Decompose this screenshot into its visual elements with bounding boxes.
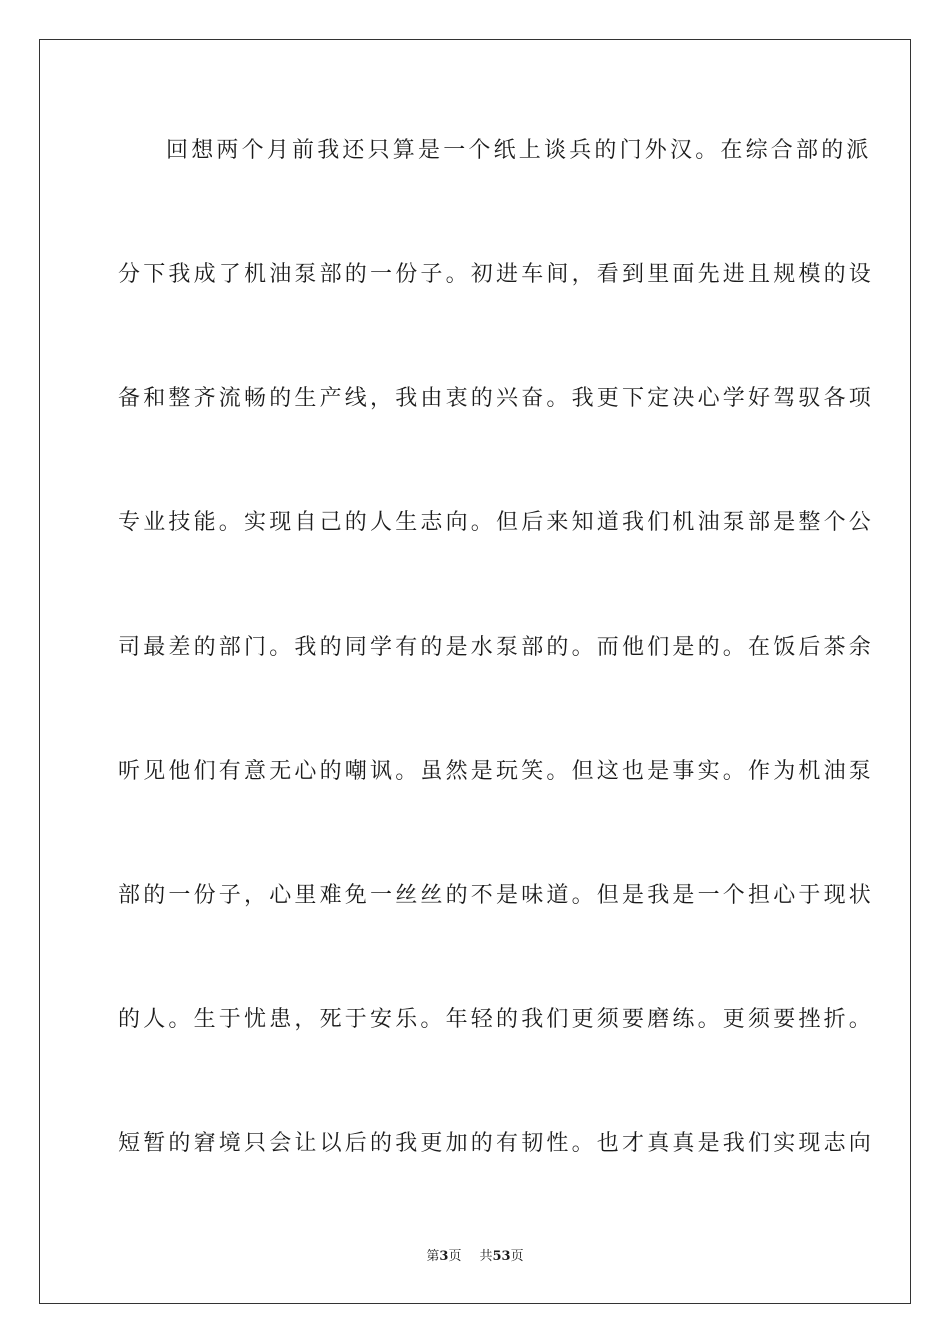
paragraph-line-2: 分下我成了机油泵部的一份子。初进车间，看到里面先进且规模的设	[118, 262, 875, 287]
paragraph-line-5: 司最差的部门。我的同学有的是水泵部的。而他们是的。在饭后茶余	[118, 635, 875, 660]
page-suffix: 页	[448, 1249, 462, 1264]
paragraph-line-1: 回想两个月前我还只算是一个纸上谈兵的门外汉。在综合部的派	[166, 138, 872, 163]
paragraph-line-4: 专业技能。实现自己的人生志向。但后来知道我们机油泵部是整个公	[118, 510, 875, 535]
total-suffix: 页	[510, 1249, 524, 1264]
paragraph-line-9: 短暂的窘境只会让以后的我更加的有韧性。也才真真是我们实现志向	[118, 1131, 875, 1156]
current-page-number: 3	[439, 1249, 449, 1264]
paragraph-line-7: 部的一份子，心里难免一丝丝的不是味道。但是我是一个担心于现状	[118, 883, 875, 908]
total-prefix: 共	[479, 1249, 493, 1264]
page-prefix: 第	[426, 1249, 440, 1264]
total-pages-number: 53	[492, 1249, 511, 1264]
paragraph-line-6: 听见他们有意无心的嘲讽。虽然是玩笑。但这也是事实。作为机油泵	[118, 759, 875, 784]
paragraph-line-3: 备和整齐流畅的生产线，我由衷的兴奋。我更下定决心学好驾驭各项	[118, 386, 875, 411]
page-border	[39, 39, 911, 1304]
paragraph-line-8: 的人。生于忧患，死于安乐。年轻的我们更须要磨练。更须要挫折。	[118, 1007, 875, 1032]
page-footer	[0, 1248, 950, 1266]
